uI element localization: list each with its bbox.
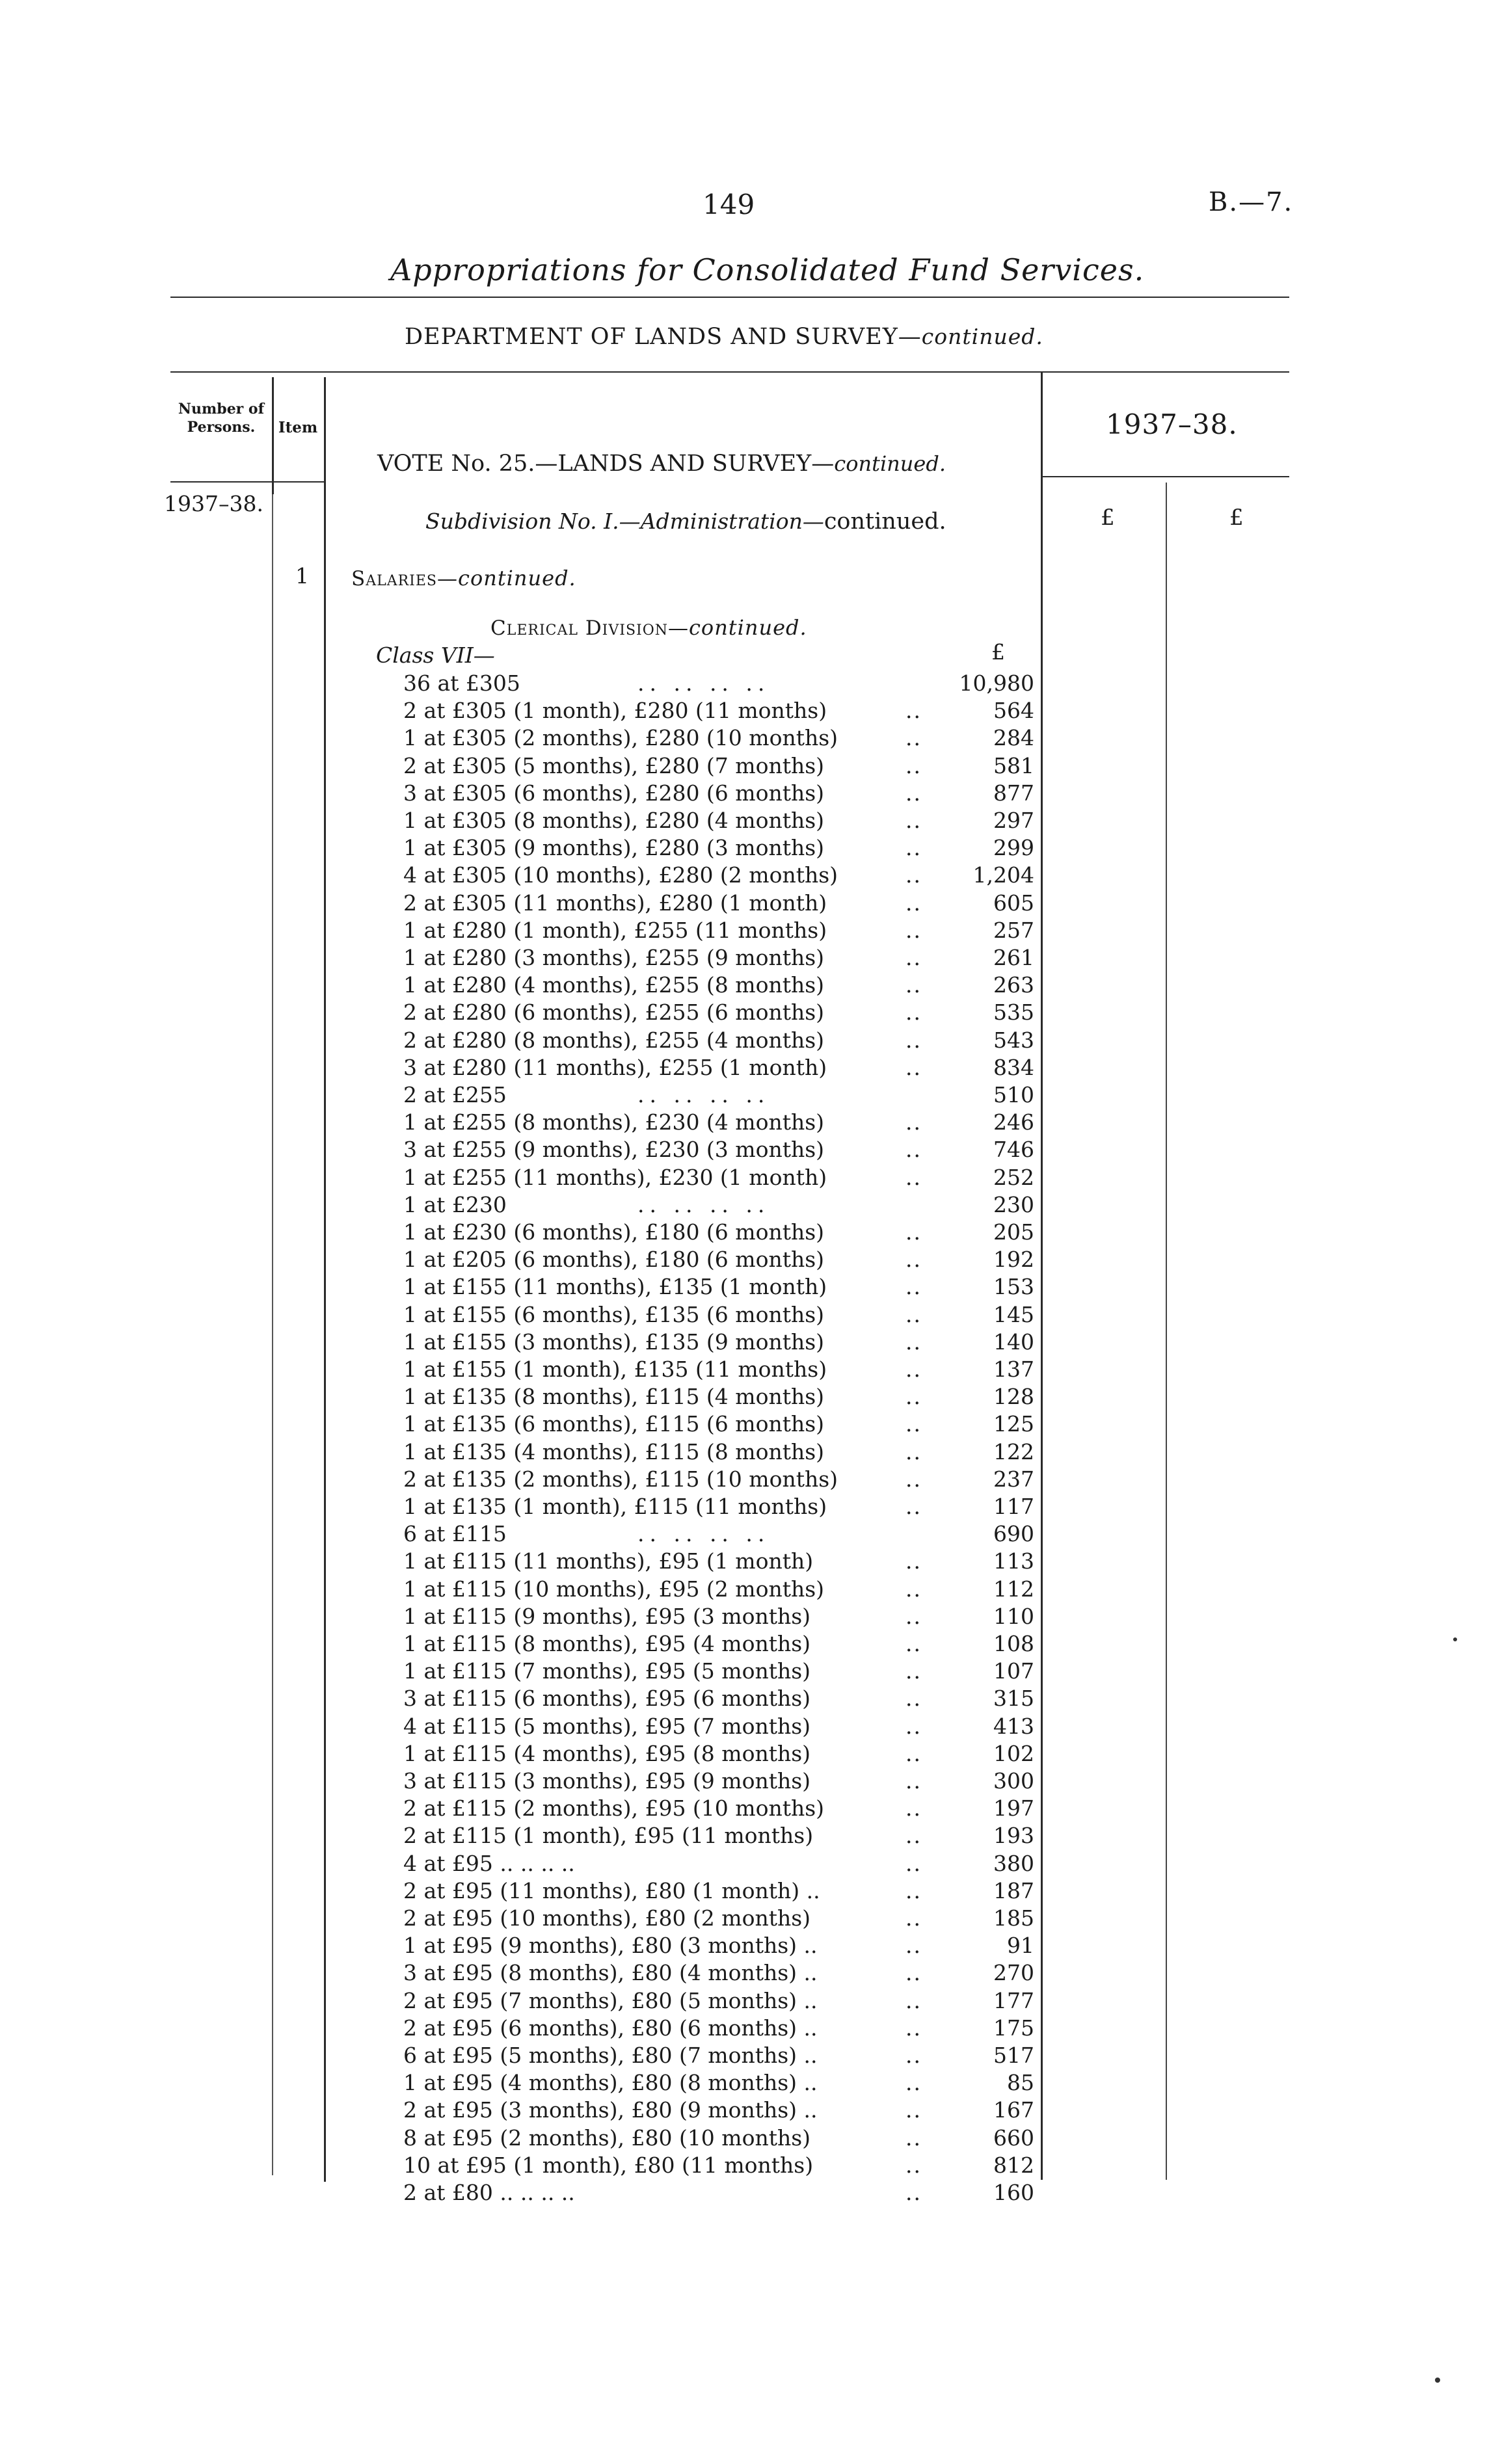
row-description: 4 at £115 (5 months), £95 (7 months) — [403, 1714, 811, 1739]
row-amount: 122 — [993, 1439, 1034, 1464]
table-row — [403, 1356, 1034, 1383]
row-amount: 660 — [993, 2125, 1034, 2151]
row-amount: 746 — [993, 1137, 1034, 1162]
row-description: 6 at £95 (5 months), £80 (7 months) .. — [403, 2043, 818, 2068]
row-description: 2 at £80 .. .. .. .. — [403, 2180, 575, 2205]
table-row — [403, 1136, 1034, 1163]
table-row — [403, 1191, 1034, 1219]
row-description: 1 at £255 (8 months), £230 (4 months) — [403, 1109, 825, 1135]
row-leader-dots: .. — [905, 2153, 922, 2178]
row-leader-dots: .. — [905, 1741, 922, 1766]
row-leader-dots: .. — [905, 1658, 922, 1684]
table-row — [403, 2179, 1034, 2206]
column-header-item: Item — [278, 419, 318, 436]
table-row — [403, 1411, 1034, 1438]
row-description: 4 at £95 .. .. .. .. — [403, 1851, 575, 1876]
table-row — [403, 1081, 1034, 1109]
row-amount: 380 — [993, 1851, 1034, 1876]
row-amount: 543 — [993, 1027, 1034, 1053]
row-amount: 108 — [993, 1631, 1034, 1656]
table-row — [403, 1273, 1034, 1301]
row-amount: 581 — [993, 753, 1034, 778]
row-leader-dots: .. — [905, 1933, 922, 1958]
row-amount: 284 — [993, 725, 1034, 750]
row-amount: 160 — [993, 2180, 1034, 2205]
row-amount: 185 — [993, 1905, 1034, 1931]
row-leader-dots: .. — [905, 2097, 922, 2123]
table-row — [403, 1713, 1034, 1740]
row-amount: 535 — [993, 1000, 1034, 1025]
row-leader-dots: .. — [905, 1384, 922, 1409]
row-leader-dots: .. — [905, 1960, 922, 1985]
row-amount: 690 — [993, 1521, 1034, 1546]
row-leader-dots: .. — [905, 972, 922, 998]
row-description: 1 at £115 (11 months), £95 (1 month) — [403, 1548, 814, 1574]
page-reference: B.—7. — [1209, 187, 1294, 217]
row-leader-dots: .. — [905, 698, 922, 723]
pound-header-left: £ — [1101, 505, 1115, 531]
row-leader-dots: .. .. .. .. — [637, 1192, 770, 1217]
row-leader-dots: .. — [905, 1604, 922, 1629]
row-description: 3 at £255 (9 months), £230 (3 months) — [403, 1137, 825, 1162]
row-description: 2 at £95 (7 months), £80 (5 months) .. — [403, 1988, 818, 2013]
row-amount: 113 — [993, 1548, 1034, 1574]
table-row — [403, 2069, 1034, 2097]
row-amount: 110 — [993, 1604, 1034, 1629]
row-leader-dots: .. — [905, 1411, 922, 1437]
table-row — [403, 1850, 1034, 1877]
row-leader-dots: .. — [905, 1494, 922, 1519]
title-rule — [170, 297, 1289, 298]
row-leader-dots: .. — [905, 1878, 922, 1903]
row-amount: 1,204 — [972, 862, 1034, 888]
row-amount: 270 — [993, 1960, 1034, 1985]
row-amount: 299 — [993, 835, 1034, 860]
pound-header-right: £ — [1229, 505, 1244, 531]
table-row — [403, 2152, 1034, 2179]
row-amount: 257 — [993, 918, 1034, 943]
row-leader-dots: .. — [905, 1137, 922, 1162]
table-row — [403, 1630, 1034, 1658]
row-amount: 117 — [993, 1494, 1034, 1519]
row-amount: 877 — [993, 780, 1034, 806]
row-description: 8 at £95 (2 months), £80 (10 months) — [403, 2125, 811, 2151]
row-amount: 192 — [993, 1247, 1034, 1272]
table-row — [403, 1603, 1034, 1630]
row-amount: 413 — [993, 1714, 1034, 1739]
row-description: 1 at £305 (9 months), £280 (3 months) — [403, 835, 825, 860]
row-amount: 140 — [993, 1329, 1034, 1355]
row-amount: 812 — [993, 2153, 1034, 2178]
row-leader-dots: .. — [905, 918, 922, 943]
scan-speck — [1435, 2378, 1440, 2383]
row-leader-dots: .. — [905, 1439, 922, 1464]
table-row — [403, 1164, 1034, 1191]
row-leader-dots: .. — [905, 2125, 922, 2151]
row-amount: 10,980 — [959, 670, 1034, 696]
department-title — [405, 324, 1043, 350]
row-description: 1 at £95 (4 months), £80 (8 months) .. — [403, 2070, 818, 2095]
division-heading-main: Clerical Division— — [490, 616, 689, 640]
row-leader-dots: .. — [905, 1905, 922, 1931]
row-leader-dots: .. .. .. .. — [637, 1082, 770, 1107]
row-description: 1 at £115 (9 months), £95 (3 months) — [403, 1604, 811, 1629]
row-leader-dots: .. — [905, 1000, 922, 1025]
table-row — [403, 2015, 1034, 2042]
row-amount: 297 — [993, 808, 1034, 833]
left-header-rule — [170, 481, 324, 483]
row-description: 1 at £305 (8 months), £280 (4 months) — [403, 808, 825, 833]
row-leader-dots: .. — [905, 1165, 922, 1190]
row-amount: 137 — [993, 1357, 1034, 1382]
row-description: 2 at £135 (2 months), £115 (10 months) — [403, 1466, 838, 1492]
table-row — [403, 1466, 1034, 1493]
salaries-heading-continued: continued. — [458, 566, 576, 590]
row-description: 1 at £230 (6 months), £180 (6 months) — [403, 1219, 825, 1245]
row-leader-dots: .. — [905, 2015, 922, 2041]
row-leader-dots: .. — [905, 808, 922, 833]
table-row — [403, 1219, 1034, 1246]
page-number: 149 — [703, 189, 755, 220]
row-description: 1 at £280 (4 months), £255 (8 months) — [403, 972, 825, 998]
row-description: 1 at £115 (8 months), £95 (4 months) — [403, 1631, 811, 1656]
table-row — [403, 807, 1034, 834]
amount-column-pound: £ — [991, 639, 1005, 665]
table-row — [403, 1768, 1034, 1795]
row-description: 1 at £135 (4 months), £115 (8 months) — [403, 1439, 825, 1464]
row-description: 3 at £115 (6 months), £95 (6 months) — [403, 1686, 811, 1711]
row-leader-dots: .. — [905, 1357, 922, 1382]
table-row — [403, 1246, 1034, 1273]
table-row — [403, 2042, 1034, 2069]
row-amount: 564 — [993, 698, 1034, 723]
table-row — [403, 1740, 1034, 1768]
row-description: 1 at £255 (11 months), £230 (1 month) — [403, 1165, 827, 1190]
row-leader-dots: .. — [905, 2180, 922, 2205]
row-amount: 177 — [993, 1988, 1034, 2013]
table-row — [403, 1658, 1034, 1685]
row-leader-dots: .. — [905, 1055, 922, 1080]
table-row — [403, 917, 1034, 944]
row-description: 1 at £155 (3 months), £135 (9 months) — [403, 1329, 825, 1355]
row-description: 2 at £305 (5 months), £280 (7 months) — [403, 753, 825, 778]
table-row — [403, 1685, 1034, 1712]
year-label-left: 1937–38. — [164, 491, 263, 516]
row-amount: 230 — [993, 1192, 1034, 1217]
row-description: 1 at £135 (6 months), £115 (6 months) — [403, 1411, 825, 1437]
row-description: 3 at £95 (8 months), £80 (4 months) .. — [403, 1960, 818, 1985]
row-description: 1 at £155 (6 months), £135 (6 months) — [403, 1302, 825, 1327]
row-leader-dots: .. — [905, 1686, 922, 1711]
table-row — [403, 1987, 1034, 2015]
row-description: 1 at £230 — [403, 1192, 507, 1217]
row-description: 2 at £95 (6 months), £80 (6 months) .. — [403, 2015, 818, 2041]
right-header-rule — [1041, 476, 1289, 477]
row-description: 36 at £305 — [403, 670, 520, 696]
row-amount: 91 — [1007, 1933, 1034, 1958]
row-amount: 263 — [993, 972, 1034, 998]
row-leader-dots: .. .. .. .. — [637, 1521, 770, 1546]
divider-body-amount — [1041, 372, 1043, 2180]
row-description: 2 at £95 (3 months), £80 (9 months) .. — [403, 2097, 818, 2123]
row-description: 1 at £155 (11 months), £135 (1 month) — [403, 1274, 827, 1299]
row-description: 2 at £95 (11 months), £80 (1 month) .. — [403, 1878, 820, 1903]
table-row — [403, 999, 1034, 1026]
table-row — [403, 862, 1034, 889]
row-amount: 102 — [993, 1741, 1034, 1766]
row-leader-dots: .. — [905, 890, 922, 916]
table-row — [403, 780, 1034, 807]
class-label: Class VII— — [376, 642, 495, 668]
row-amount: 300 — [993, 1768, 1034, 1794]
row-amount: 85 — [1007, 2070, 1034, 2095]
subdivision-title-main: Subdivision No. I.—Administration— — [425, 509, 824, 534]
table-row — [403, 2097, 1034, 2124]
row-amount: 205 — [993, 1219, 1034, 1245]
row-leader-dots: .. — [905, 862, 922, 888]
row-amount: 112 — [993, 1576, 1034, 1602]
subdivision-title-continued: continued. — [824, 509, 946, 535]
salaries-heading — [351, 566, 576, 590]
row-leader-dots: .. — [905, 1329, 922, 1355]
row-leader-dots: .. .. .. .. — [637, 670, 770, 696]
row-amount: 107 — [993, 1658, 1034, 1684]
row-leader-dots: .. — [905, 1576, 922, 1602]
row-amount: 315 — [993, 1686, 1034, 1711]
subdivision-title — [425, 509, 946, 535]
row-description: 1 at £205 (6 months), £180 (6 months) — [403, 1247, 825, 1272]
row-amount: 510 — [993, 1082, 1034, 1107]
row-leader-dots: .. — [905, 1795, 922, 1821]
division-heading — [490, 615, 807, 640]
department-title-main: DEPARTMENT OF LANDS AND SURVEY— — [405, 324, 922, 350]
table-row — [403, 1822, 1034, 1849]
table-row — [403, 1576, 1034, 1603]
row-leader-dots: .. — [905, 780, 922, 806]
table-row — [403, 1520, 1034, 1548]
row-amount: 175 — [993, 2015, 1034, 2041]
table-row — [403, 1438, 1034, 1466]
row-amount: 197 — [993, 1795, 1034, 1821]
row-amount: 237 — [993, 1466, 1034, 1492]
row-amount: 167 — [993, 2097, 1034, 2123]
table-row — [403, 1493, 1034, 1520]
row-amount: 187 — [993, 1878, 1034, 1903]
table-row — [403, 752, 1034, 780]
row-leader-dots: .. — [905, 753, 922, 778]
row-leader-dots: .. — [905, 1302, 922, 1327]
item-number: 1 — [295, 563, 309, 589]
row-amount: 193 — [993, 1823, 1034, 1848]
row-leader-dots: .. — [905, 725, 922, 750]
row-leader-dots: .. — [905, 1109, 922, 1135]
row-description: 6 at £115 — [403, 1521, 507, 1546]
row-amount: 153 — [993, 1274, 1034, 1299]
row-leader-dots: .. — [905, 1714, 922, 1739]
scan-speck — [1453, 1637, 1457, 1641]
table-row — [403, 1383, 1034, 1411]
table-row — [403, 670, 1034, 697]
vote-title-main: VOTE No. 25.—LANDS AND SURVEY— — [377, 451, 835, 477]
row-description: 1 at £155 (1 month), £135 (11 months) — [403, 1357, 827, 1382]
row-amount: 246 — [993, 1109, 1034, 1135]
table-row — [403, 1109, 1034, 1136]
row-description: 3 at £305 (6 months), £280 (6 months) — [403, 780, 825, 806]
divider-item-body — [324, 377, 326, 2182]
row-leader-dots: .. — [905, 1768, 922, 1794]
table-row — [403, 2125, 1034, 2152]
year-label-right: 1937–38. — [1106, 408, 1238, 440]
row-description: 2 at £95 (10 months), £80 (2 months) — [403, 1905, 811, 1931]
row-leader-dots: .. — [905, 1219, 922, 1245]
row-description: 1 at £280 (3 months), £255 (9 months) — [403, 945, 825, 970]
table-row — [403, 834, 1034, 862]
table-top-rule — [170, 371, 1289, 373]
row-amount: 834 — [993, 1055, 1034, 1080]
row-description: 10 at £95 (1 month), £80 (11 months) — [403, 2153, 814, 2178]
row-leader-dots: .. — [905, 1247, 922, 1272]
table-row — [403, 1932, 1034, 1959]
row-description: 2 at £255 — [403, 1082, 507, 1107]
row-amount: 605 — [993, 890, 1034, 916]
table-row — [403, 1795, 1034, 1822]
table-row — [403, 1027, 1034, 1054]
row-description: 1 at £305 (2 months), £280 (10 months) — [403, 725, 838, 750]
row-leader-dots: .. — [905, 1988, 922, 2013]
table-row — [403, 1877, 1034, 1905]
table-row — [403, 1054, 1034, 1081]
row-leader-dots: .. — [905, 1027, 922, 1053]
row-description: 1 at £135 (8 months), £115 (4 months) — [403, 1384, 825, 1409]
division-heading-continued: continued. — [689, 615, 807, 640]
row-description: 1 at £115 (4 months), £95 (8 months) — [403, 1741, 811, 1766]
row-description: 2 at £115 (1 month), £95 (11 months) — [403, 1823, 814, 1848]
row-amount: 145 — [993, 1302, 1034, 1327]
row-amount: 128 — [993, 1384, 1034, 1409]
table-row — [403, 1301, 1034, 1329]
row-amount: 517 — [993, 2043, 1034, 2068]
row-description: 1 at £280 (1 month), £255 (11 months) — [403, 918, 827, 943]
row-leader-dots: .. — [905, 1274, 922, 1299]
row-description: 2 at £305 (11 months), £280 (1 month) — [403, 890, 827, 916]
table-row — [403, 1905, 1034, 1932]
row-leader-dots: .. — [905, 1631, 922, 1656]
divider-persons-item-lower — [272, 494, 273, 2175]
row-description: 3 at £115 (3 months), £95 (9 months) — [403, 1768, 811, 1794]
column-header-number-of-persons: Number of Persons. — [178, 401, 265, 436]
table-row — [403, 890, 1034, 917]
row-description: 2 at £280 (6 months), £255 (6 months) — [403, 1000, 825, 1025]
table-row — [403, 1959, 1034, 1987]
department-title-continued: continued. — [921, 324, 1043, 349]
row-amount: 125 — [993, 1411, 1034, 1437]
row-description: 1 at £115 (7 months), £95 (5 months) — [403, 1658, 811, 1684]
row-leader-dots: .. — [905, 1466, 922, 1492]
row-amount: 252 — [993, 1165, 1034, 1190]
table-row — [403, 944, 1034, 972]
row-description: 4 at £305 (10 months), £280 (2 months) — [403, 862, 838, 888]
row-leader-dots: .. — [905, 1851, 922, 1876]
salaries-heading-main: Salaries— — [351, 567, 459, 590]
row-leader-dots: .. — [905, 1823, 922, 1848]
row-leader-dots: .. — [905, 945, 922, 970]
vote-title — [377, 451, 946, 477]
table-row — [403, 1329, 1034, 1356]
vote-title-continued: continued. — [834, 451, 946, 476]
row-leader-dots: .. — [905, 835, 922, 860]
table-row — [403, 697, 1034, 724]
row-leader-dots: .. — [905, 2070, 922, 2095]
row-description: 1 at £95 (9 months), £80 (3 months) .. — [403, 1933, 818, 1958]
row-leader-dots: .. — [905, 2043, 922, 2068]
row-amount: 261 — [993, 945, 1034, 970]
table-row — [403, 1548, 1034, 1575]
row-description: 3 at £280 (11 months), £255 (1 month) — [403, 1055, 827, 1080]
row-leader-dots: .. — [905, 1548, 922, 1574]
row-description: 1 at £135 (1 month), £115 (11 months) — [403, 1494, 827, 1519]
row-description: 2 at £115 (2 months), £95 (10 months) — [403, 1795, 825, 1821]
row-description: 2 at £280 (8 months), £255 (4 months) — [403, 1027, 825, 1053]
divider-amount-columns — [1166, 483, 1167, 2180]
table-row — [403, 972, 1034, 999]
page-title: Appropriations for Consolidated Fund Services. — [390, 252, 1145, 287]
row-description: 1 at £115 (10 months), £95 (2 months) — [403, 1576, 825, 1602]
table-row — [403, 724, 1034, 752]
row-description: 2 at £305 (1 month), £280 (11 months) — [403, 698, 827, 723]
